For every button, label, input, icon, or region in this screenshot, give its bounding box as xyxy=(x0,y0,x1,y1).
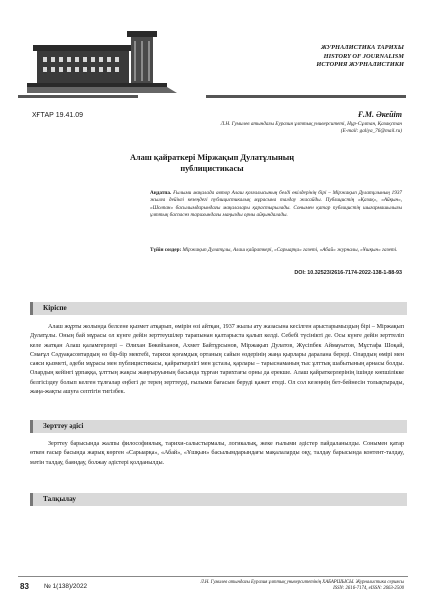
journal-title-ru: ИСТОРИЯ ЖУРНАЛИСТИКИ xyxy=(316,61,404,69)
header-divider-right xyxy=(206,95,406,98)
section-heading-intro xyxy=(30,302,407,315)
section-heading-discussion xyxy=(30,493,407,506)
footer-journal-name: Л.Н. Гумилев атындағы Еуразия ұлттық университетінің ХАБАРШЫСЫ. Журналистика сериясы xyxy=(200,580,404,585)
author-name: Ғ.М. Әкейіт xyxy=(358,110,402,119)
doi-link[interactable]: DOI: 10.32523/2616-7174-2022-138-1-88-93 xyxy=(294,270,402,276)
section-heading-text: Зерттеу әдісі xyxy=(43,422,84,430)
footer-journal-info xyxy=(144,580,404,593)
header-divider-left xyxy=(18,95,138,98)
keywords-text: Міржақып Дулатұлы, Алаш қайраткері, «Сарыарқа» газеті, «Абай» журналы, «Ұшқын» газеті. xyxy=(182,247,398,253)
intro-body xyxy=(30,323,404,397)
affiliation-line: Л.Н. Гумилев атындағы Еуразия ұлттық университеті, Нұр-Сұлтан, Қазақстан xyxy=(220,121,402,127)
udk-code: ХҒТАР 19.41.09 xyxy=(32,112,84,119)
journal-title-en: HISTORY OF JOURNALISM xyxy=(323,52,404,60)
footer-issn: ISSN: 2616-7174, eISSN: 2663-2500 xyxy=(333,586,404,592)
paragraph: Алаш жұрты жолында белсене қызмет атқарып, өмірін өзі айтқан, 1937 жылы ату жазасына кесілген арыстарымыздың бірі – Міржақып Дулатұлы. Оның бай мұрасы ол күнге дейін зерттеушілер тарапынан қалтарыста қалып келді. Себебі түсінікті де. Осы күнге дейін зерттеліп келе жатқан Алаш қаламгерлері – Әлихан Бөкейханов, Ахмет Байтұрсынов, Міржақып Дулатов, Жүсіпбек Аймауытов, Мұстафа Шоқай, Смағұл Сәдуақасовтардың өз бір-бір мектебі, тарихи қоғамдық ортаның сайын өздерінің жаңа қырлары даралана береді. Олардың өмірі мен саяси қызметі, әдеби мұрасы мен публицистикасы, қайраткерлігі мен ұстазы, қарлары – тарыснаманың тыс ұлттық шабытының арнасы болды. Олардың кейінгі ұрпаққа, ұлттың жақсы жаңғыруының басында тұрған тарихтағы орны да ерекше. Алаш қайраткерлерінің ішінде көпшілікке белгісіздеу болып келген тұлғалар еңбегі де терең зерттеуді, ғылыми бағасын беруді қажет етеді. Ол сол кезеңнің бет-бейнесін толықтырады, жаңа-жақты ашуға септігін тигізбек. xyxy=(30,324,404,396)
page-number: 83 xyxy=(20,582,29,591)
article-title xyxy=(100,152,324,174)
section-heading-method xyxy=(30,420,407,433)
university-building-logo xyxy=(27,27,177,93)
paragraph: Зерттеу барысында жалпы философиялық, тарихи-салыстырмалы, логикалық, жеке ғылыми әдістер пайдаланылды. Сонымен қатар өткен ғасыр басында жарық көрген «Сарыарқа», «Абай», «Ұшқын» басылымдарындағы мақалаларды оқу, талдау барысында контент-талдау, мәтін талдау, баяндау, болжау әдістері қолданылды. xyxy=(30,441,404,466)
section-heading-text: Талқылау xyxy=(43,495,76,503)
section-heading-text: Кіріспе xyxy=(43,304,67,312)
title-line: публицистикасы xyxy=(180,164,244,173)
issue-number: № 1(138)/2022 xyxy=(44,583,88,590)
title-line: Алаш қайраткері Міржақып Дулатұлының xyxy=(129,153,295,162)
method-body xyxy=(30,440,404,468)
footer-divider xyxy=(18,576,408,577)
keywords-label: Түйін сөздер: xyxy=(150,247,182,253)
journal-series-title xyxy=(224,44,404,70)
author-affiliation xyxy=(142,121,402,135)
abstract xyxy=(150,190,402,220)
abstract-text: Ғылыми мақалада автор Алаш қозғалысының белді өкілдерінің бірі – Міржақып Дулатұлының 1937 жылға дейінгі кезеңдегі публицистикалық мұрасына талдау жасайды. Публицистің «Қазақ», «Айқын», «Шолпан» басылымдарындағы мақалалары қарастырылады. Сонымен қатар публицистің шығармашылығы ұлттық баспасөз тарихындағы маңызды орны айқындалады. xyxy=(150,190,403,219)
keywords xyxy=(150,247,402,254)
author-email: (E-mail: galiya_76@mail.ru) xyxy=(340,128,402,134)
abstract-label: Аңдатпа. xyxy=(150,190,172,196)
journal-title-kz: ЖУРНАЛИСТИКА ТАРИХЫ xyxy=(320,44,404,51)
